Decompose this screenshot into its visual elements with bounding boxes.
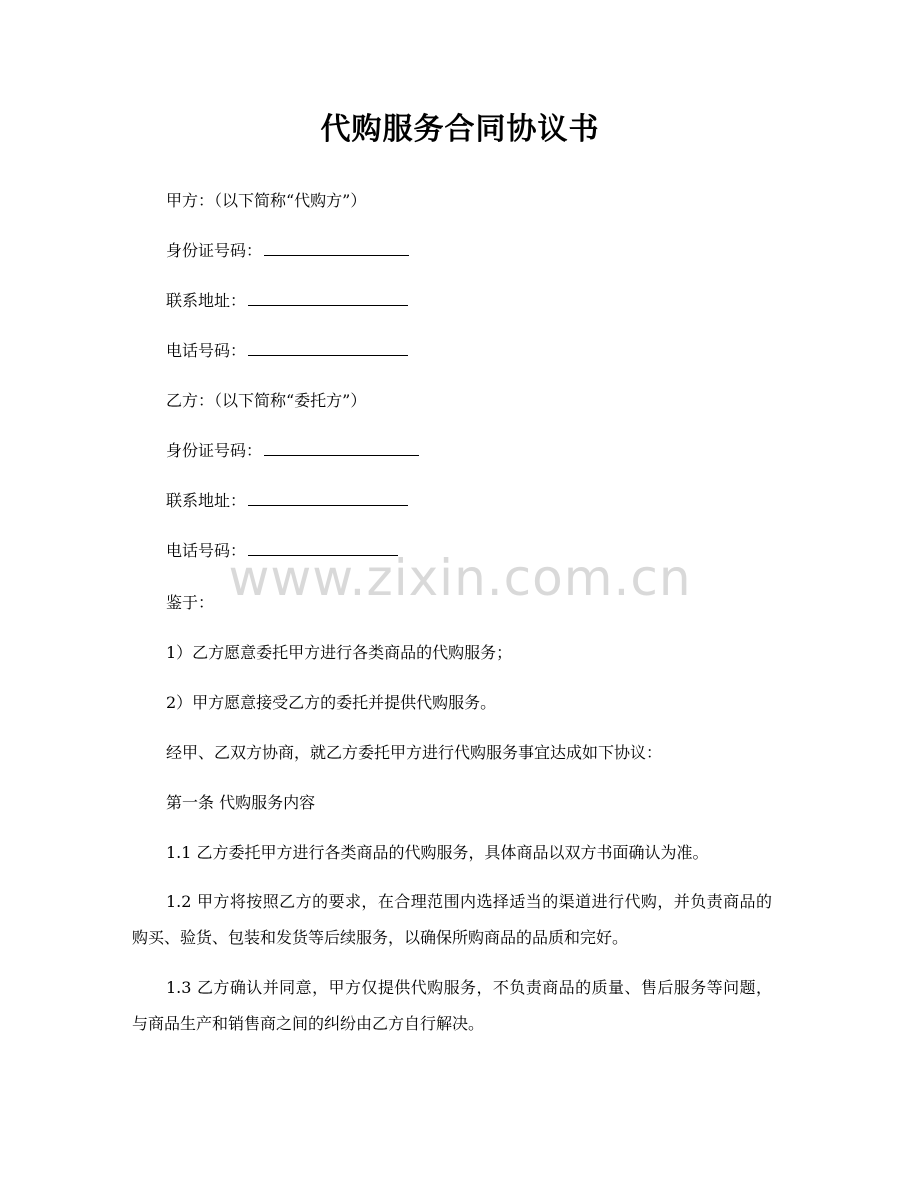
party-a-phone-blank[interactable]: [248, 354, 408, 356]
party-a-id-blank[interactable]: [264, 254, 409, 256]
party-a-phone-row: [166, 340, 408, 362]
party-b-id-row: [166, 440, 419, 462]
party-b-address-row: [166, 490, 408, 512]
whereas-label: 鉴于：: [166, 593, 215, 612]
party-b-id-blank[interactable]: [264, 454, 419, 456]
party-a-address-row: [166, 290, 408, 312]
watermark: www.zixin.com.cn: [228, 549, 692, 607]
party-a-id-row: [166, 240, 409, 262]
party-b-id-label: 身份证号码：: [166, 441, 263, 460]
clause-1-2: 1.2 甲方将按照乙方的要求，在合理范围内选择适当的渠道进行代购，并负责商品的购买、验货、包装和发货等后续服务，以确保所购商品的品质和完好。: [132, 892, 772, 947]
recital-2: 2）甲方愿意接受乙方的委托并提供代购服务。: [166, 693, 497, 712]
party-b-heading: 乙方：（以下简称“委托方”）: [166, 391, 367, 410]
recital-1: 1）乙方愿意委托甲方进行各类商品的代购服务；: [166, 643, 513, 662]
party-a-address-label: 联系地址：: [166, 291, 247, 310]
party-a-heading: 甲方：（以下简称“代购方”）: [166, 191, 367, 210]
party-a-phone-label: 电话号码：: [166, 341, 247, 360]
page-title: 代购服务合同协议书: [320, 112, 600, 147]
clause-1-1: 1.1 乙方委托甲方进行各类商品的代购服务，具体商品以双方书面确认为准。: [166, 843, 709, 862]
clause-1-3: 1.3 乙方确认并同意，甲方仅提供代购服务，不负责商品的质量、售后服务等问题，与商品生产和销售商之间的纠纷由乙方自行解决。: [132, 978, 772, 1033]
agreement-intro: 经甲、乙双方协商，就乙方委托甲方进行代购服务事宜达成如下协议：: [166, 743, 663, 762]
party-a-id-label: 身份证号码：: [166, 241, 263, 260]
party-b-address-blank[interactable]: [248, 504, 408, 506]
party-b-phone-label: 电话号码：: [166, 541, 247, 560]
party-a-address-blank[interactable]: [248, 304, 408, 306]
party-b-address-label: 联系地址：: [166, 491, 247, 510]
article-1-heading: 第一条 代购服务内容: [166, 793, 316, 812]
